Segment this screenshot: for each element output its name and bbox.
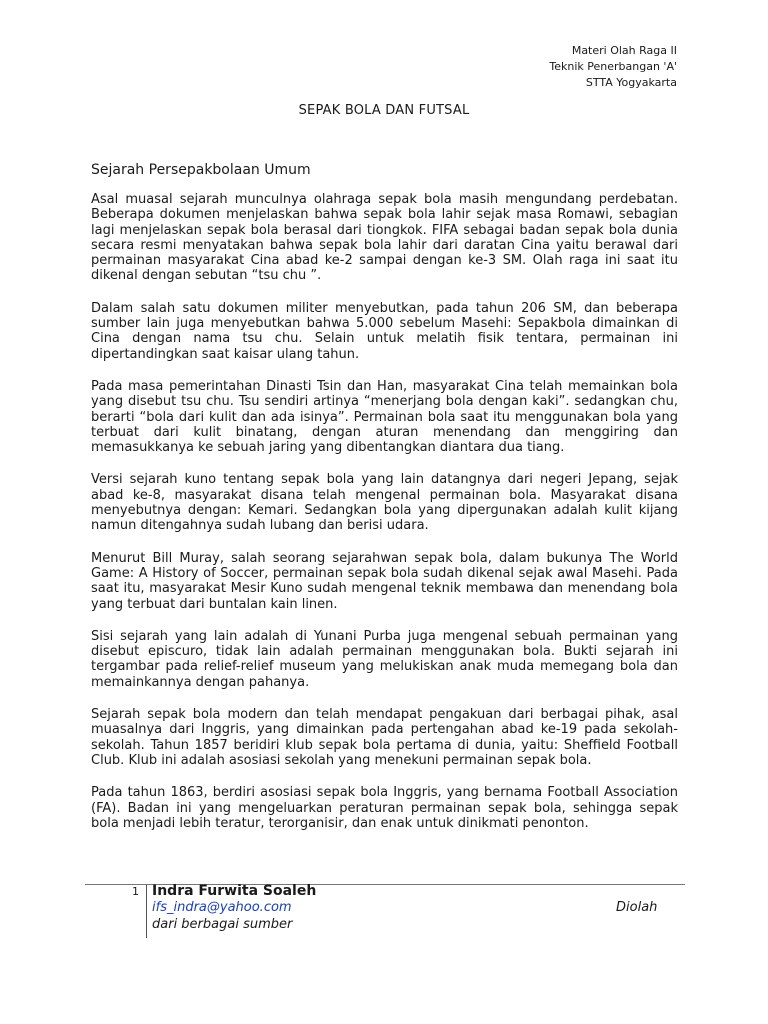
document-header bbox=[549, 43, 677, 91]
paragraph: Sisi sejarah yang lain adalah di Yunani Purba juga mengenal sebuah permainan yang disebut episcuro, tidak lain adalah permainan menggunakan bola. Bukti sejarah ini tergambar pada relief-relief museum yang melukiskan anak muda memegang bola dan memainkannya dengan pahanya. bbox=[91, 628, 678, 690]
section-heading: Sejarah Persepakbolaan Umum bbox=[91, 162, 311, 178]
paragraph: Asal muasal sejarah munculnya olahraga sepak bola masih mengundang perdebatan. Beberapa dokumen menjelaskan bahwa sepak bola lahir sejak masa Romawi, sebagian lagi menjelaskan sepak bola berasal dari tiongkok. FIFA sebagai badan sepak bola dunia secara resmi menyatakan bahwa sepak bola lahir dari daratan Cina yaitu berawal dari permainan masyarakat Cina abad ke-2 sampai dengan ke-3 SM. Olah raga ini saat itu dikenal dengan sebutan “tsu chu ”. bbox=[91, 192, 678, 284]
footnote-email-link[interactable]: ifs_indra@yahoo.com bbox=[152, 900, 292, 915]
header-course: Materi Olah Raga II bbox=[571, 44, 677, 57]
footnote-diolah: Diolah bbox=[616, 900, 658, 915]
body-text bbox=[91, 192, 678, 848]
header-class: Teknik Penerbangan 'A' bbox=[549, 60, 677, 73]
header-institution: STTA Yogyakarta bbox=[585, 76, 677, 89]
paragraph: Menurut Bill Muray, salah seorang sejarahwan sepak bola, dalam bukunya The World Game: A History of Soccer, permainan sepak bola sudah dikenal sejak awal Masehi. Pada saat itu, masyarakat Mesir Kuno sudah mengenal teknik membawa dan menendang bola yang terbuat dari buntalan kain linen. bbox=[91, 550, 678, 612]
document-title: SEPAK BOLA DAN FUTSAL bbox=[298, 103, 470, 118]
paragraph: Sejarah sepak bola modern dan telah mendapat pengakuan dari berbagai pihak, asal muasalnya dari Inggris, yang dimainkan pada pertengahan abad ke-19 pada sekolah-sekolah. Tahun 1857 beridiri klub sepak bola pertama di dunia, yaitu: Sheffield Football Club. Klub ini adalah asosiasi sekolah yang menekuni permainan sepak bola. bbox=[91, 707, 678, 768]
footnote-number: 1 bbox=[132, 885, 139, 898]
paragraph: Versi sejarah kuno tentang sepak bola yang lain datangnya dari negeri Jepang, sejak abad ke-8, masyarakat disana telah mengenal permainan bola. Masyarakat disana menyebutnya dengan: Kemari. Sedangkan bola yang dipergunakan adalah kulit kijang namun ditengahnya sudah lubang dan berisi udara. bbox=[91, 472, 678, 534]
footnote-source: dari berbagai sumber bbox=[152, 917, 293, 932]
footnote-author: Indra Furwita Soaleh bbox=[152, 883, 317, 899]
paragraph: Pada masa pemerintahan Dinasti Tsin dan Han, masyarakat Cina telah memainkan bola yang disebut tsu chu. Tsu sendiri artinya “menerjang bola dengan kaki”. sedangkan chu, berarti “bola dari kulit dan ada isinya”. Permainan bola saat itu menggunakan bola yang terbuat dari kulit binatang, dengan aturan menendang dan menggiring dan memasukkanya ke sebuah jaring yang dibentangkan diantara dua tiang. bbox=[91, 378, 678, 456]
footnote-separator bbox=[146, 885, 147, 938]
paragraph: Pada tahun 1863, berdiri asosiasi sepak bola Inggris, yang bernama Football Association (FA). Badan ini yang mengeluarkan peraturan permainan sepak bola, sehingga sepak bola menjadi lebih teratur, terorganisir, dan enak untuk dinikmati penonton. bbox=[91, 785, 678, 831]
paragraph: Dalam salah satu dokumen militer menyebutkan, pada tahun 206 SM, dan beberapa sumber lain juga menyebutkan bahwa 5.000 sebelum Masehi: Sepakbola dimainkan di Cina dengan nama tsu chu. Selain untuk melatih fisik tentara, permainan ini dipertandingkan saat kaisar ulang tahun. bbox=[91, 300, 678, 362]
